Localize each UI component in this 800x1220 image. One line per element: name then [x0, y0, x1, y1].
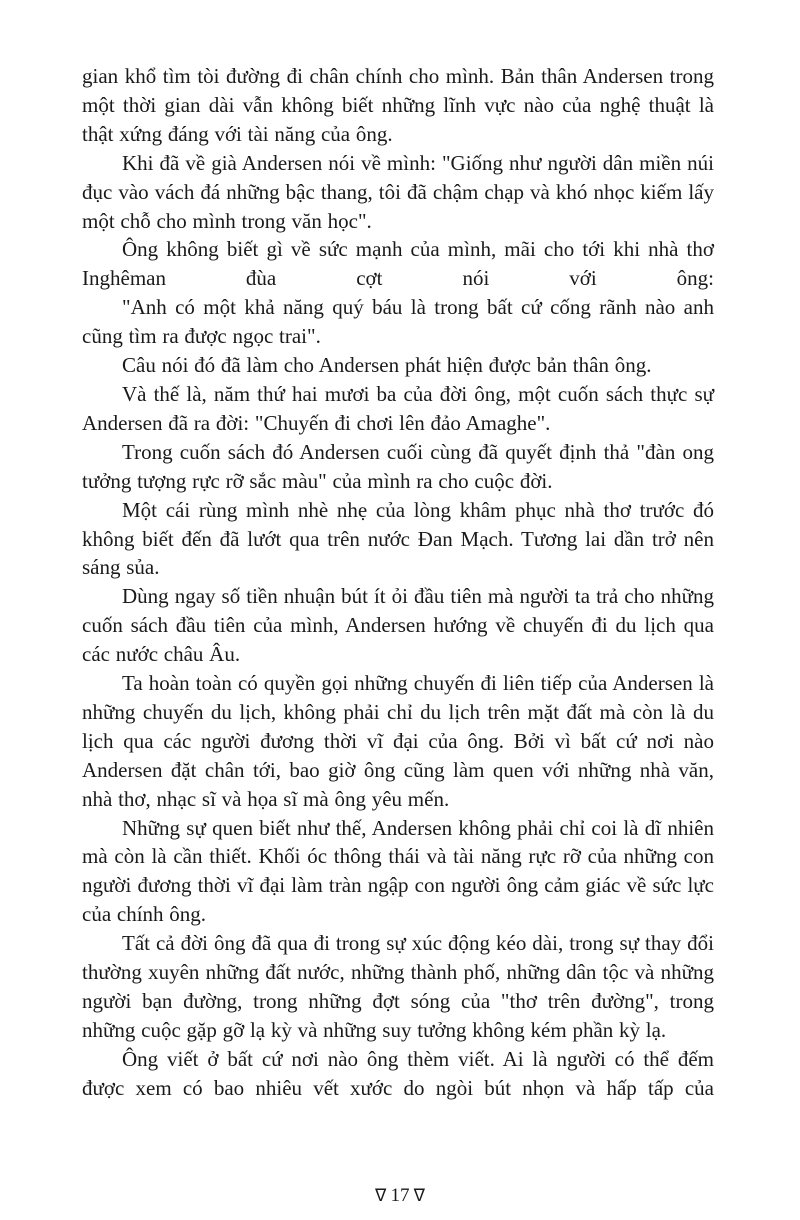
paragraph-8: Một cái rùng mình nhè nhẹ của lòng khâm phục nhà thơ trước đó không biết đến đã lướt qua trên nước Đan Mạch. Tương lai dần trở nên sáng sủa. — [82, 497, 714, 580]
page-body — [82, 62, 714, 1103]
paragraph-1: gian khổ tìm tòi đường đi chân chính cho mình. Bản thân Andersen trong một thời gian dài vẫn không biết những lĩnh vực nào của nghệ thuật là thật xứng đáng với tài năng của ông. — [82, 64, 714, 146]
page-number: 17 — [390, 1185, 410, 1206]
paragraph-7: Trong cuốn sách đó Andersen cuối cùng đã quyết định thả "đàn ong tưởng tượng rực rỡ sắc màu" của mình ra cho cuộc đời. — [82, 439, 714, 493]
paragraph-13: Ông viết ở bất cứ nơi nào ông thèm viết. Ai là người có thể đếm được xem có bao nhiêu vết xước do ngòi bút nhọn và hấp tấp của — [82, 1046, 714, 1100]
paragraph-3: Ông không biết gì về sức mạnh của mình, mãi cho tới khi nhà thơ Inghêman đùa cợt nói với ông: — [82, 237, 714, 291]
paragraph-6: Và thế là, năm thứ hai mươi ba của đời ông, một cuốn sách thực sự Andersen đã ra đời: "Chuyến đi chơi lên đảo Amaghe". — [82, 381, 714, 435]
paragraph-4: "Anh có một khả năng quý báu là trong bất cứ cống rãnh nào anh cũng tìm ra được ngọc trai". — [82, 295, 714, 349]
paragraph-10: Ta hoàn toàn có quyền gọi những chuyến đi liên tiếp của Andersen là những chuyến du lịch, không phải chỉ du lịch trên mặt đất mà còn là du lịch qua các người đương thời vĩ đại của ông. Bởi vì bất cứ nơi nào Andersen đặt chân tới, bao giờ ông cũng làm quen với những nhà văn, nhà thơ, nhạc sĩ và họa sĩ mà ông yêu mến. — [82, 671, 714, 811]
paragraph-12: Tất cả đời ông đã qua đi trong sự xúc động kéo dài, trong sự thay đổi thường xuyên những đất nước, những thành phố, những dân tộc và những người bạn đường, trong những đợt sóng của "thơ trên đường", trong những cuộc gặp gỡ lạ kỳ và những suy tưởng không kém phần kỳ lạ. — [82, 931, 714, 1042]
paragraph-5: Câu nói đó đã làm cho Andersen phát hiện được bản thân ông. — [122, 353, 652, 378]
ornament-left-icon: ᐁ — [374, 1186, 387, 1205]
ornament-right-icon: ᐁ — [413, 1186, 426, 1205]
paragraph-11: Những sự quen biết như thế, Andersen không phải chỉ coi là dĩ nhiên mà còn là cần thiết. Khối óc thông thái và tài năng rực rỡ của những con người đương thời vĩ đại làm tràn ngập con người ông cảm giác về sức lực của chính ông. — [82, 815, 714, 927]
page-footer — [0, 1184, 800, 1208]
paragraph-2: Khi đã về già Andersen nói về mình: "Giống như người dân miền núi đục vào vách đá những bậc thang, tôi đã chậm chạp và khó nhọc kiếm lấy một chỗ cho mình trong văn học". — [82, 150, 714, 233]
paragraph-9: Dùng ngay số tiền nhuận bút ít ỏi đầu tiên mà người ta trả cho những cuốn sách đầu tiên của mình, Andersen hướng về chuyến đi du lịch qua các nước châu Âu. — [82, 584, 714, 667]
